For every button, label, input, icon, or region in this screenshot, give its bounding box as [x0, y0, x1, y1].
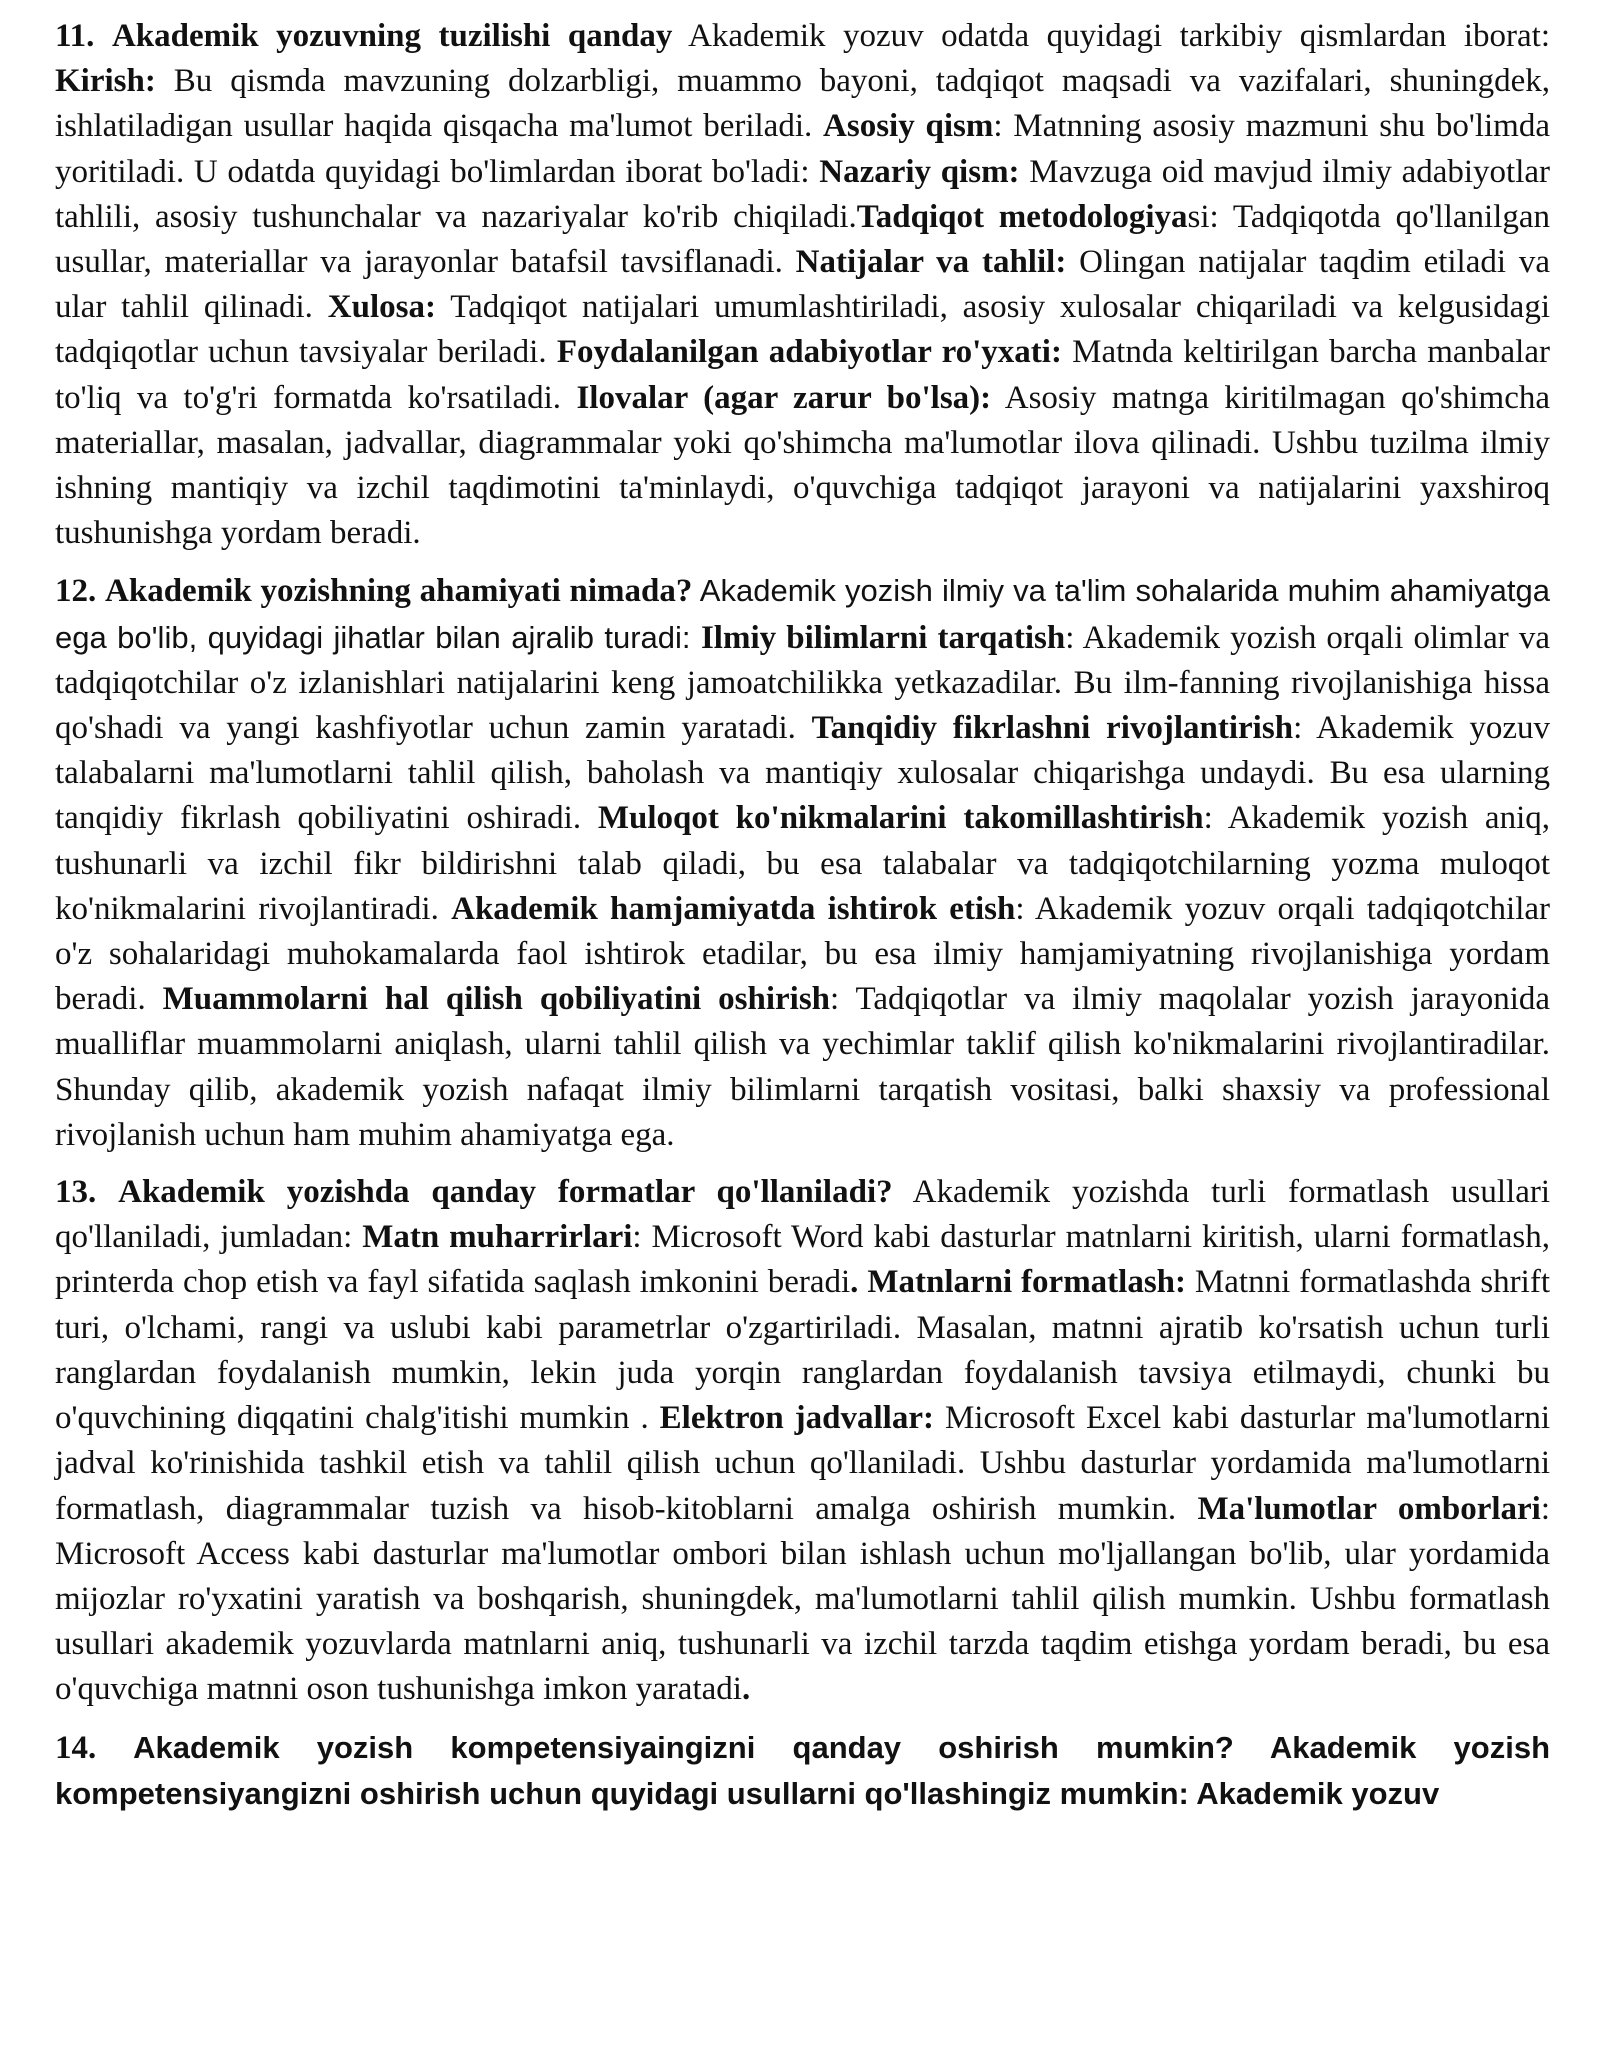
bold-term: Kirish:	[55, 63, 156, 100]
body-text: Microsoft Excel kabi dasturlar ma'lumotlarni jadval ko'rinishida tashkil etish va tahlil qilish uchun qo'llaniladi. Ushbu dasturlar yordamida ma'lumotlarni formatlash, diagrammalar tuzish va hisob-kitoblarni amalga oshirish mumkin.	[55, 1400, 1550, 1527]
body-text: Akademik yozish ilmiy va ta'lim sohalarida muhim ahamiyatga ega bo'lib, quyidagi jihatlar bilan ajralib turadi:	[55, 573, 1551, 655]
bold-term: Tanqidiy fikrlashni rivojlantirish	[811, 710, 1294, 747]
body-text: : Akademik yozuv orqali tadqiqotchilar o'z sohalaridagi muhokamalarda faol ishtirok etadilar, bu esa ilmiy hamjamiyatning rivojlanishiga yordam beradi.	[55, 890, 1551, 1018]
bold-term: . Matnlarni formatlash:	[850, 1264, 1187, 1301]
bold-term: Ilovalar (agar zarur bo'lsa):	[576, 379, 992, 416]
section-number: 12.	[55, 573, 97, 610]
body-text: Akademik yozuv odatda quyidagi tarkibiy qismlardan iborat:	[672, 18, 1550, 54]
body-text: si: Tadqiqotda qo'llanilgan usullar, materiallar va jarayonlar batafsil tavsiflanadi.	[55, 198, 1551, 281]
bold-term: Foydalanilgan adabiyotlar ro'yxati:	[556, 334, 1062, 371]
body-text: : Tadqiqotlar va ilmiy maqolalar yozish jarayonida mualliflar muammolarni aniqlash, ularni tahlil qilish va yechimlar taklif qilish ko'nikmalarini rivojlantiradilar. Shunday qilib, akademik yozish nafaqat ilmiy bilimlarni tarqatish vositasi, balki shaxsiy va professional rivojlanish uchun ham muhim ahamiyatga ega.	[55, 981, 1551, 1153]
bold-term: Muloqot ko'nikmalarini takomillashtirish	[597, 800, 1204, 837]
paragraph-12	[55, 568, 1550, 1158]
body-text: : Akademik yozish orqali olimlar va tadqiqotchilar o'z izlanishlari natijalarini keng jamoatchilikka yetkazadilar. Bu ilm-fanning rivojlanishiga hissa qo'shadi va yangi kashfiyotlar uchun zamin yaratadi.	[55, 619, 1550, 747]
section-question: Akademik yozish kompetensiyaingizni qanday oshirish mumkin?	[133, 1729, 1234, 1765]
body-text: Olingan natijalar taqdim etiladi va ular tahlil qilinadi.	[55, 244, 1550, 326]
bold-term: Natijalar va tahlil:	[795, 244, 1067, 281]
bold-term: Akademik hamjamiyatda ishtirok etish	[451, 890, 1016, 927]
section-question: Akademik yozishning ahamiyati nimada?	[105, 573, 693, 610]
document-page	[55, 14, 1550, 1829]
section-question: Akademik yozuvning tuzilishi qanday	[111, 18, 673, 54]
body-text: Mavzuga oid mavjud ilmiy adabiyotlar tahlili, asosiy tushunchalar va nazariyalar ko'rib chiqiladi.	[55, 153, 1551, 235]
section-number: 13.	[55, 1174, 97, 1211]
paragraph-13	[55, 1170, 1550, 1712]
body-text: : Microsoft Word kabi dasturlar matnlarni kiritish, ularni formatlash, printerda chop etish va fayl sifatida saqlash imkonini beradi	[55, 1219, 1550, 1301]
body-text: Asosiy matnga kiritilmagan qo'shimcha materiallar, masalan, jadvallar, diagrammalar yoki qo'shimcha ma'lumotlar ilova qilinadi. Ushbu tuzilma ilmiy ishning mantiqiy va izchil taqdimotini ta'minlaydi, o'quvchiga tadqiqot jarayoni va natijalarini yaxshiroq tushunishga yordam beradi.	[55, 379, 1550, 552]
bold-term: Ilmiy bilimlarni tarqatish	[700, 619, 1066, 656]
body-text: Bu qismda mavzuning dolzarbligi, muammo bayoni, tadqiqot maqsadi va vazifalari, shuningdek, ishlatiladigan usullar haqida qisqacha ma'lumot beriladi.	[55, 63, 1550, 145]
bold-term: Tadqiqot metodologiya	[856, 198, 1188, 235]
section-question: Akademik yozishda qanday formatlar qo'llaniladi?	[118, 1174, 893, 1211]
body-text: Tadqiqot natijalari umumlashtiriladi, asosiy xulosalar chiqariladi va kelgusidagi tadqiqotlar uchun tavsiyalar beriladi.	[55, 289, 1550, 371]
body-text: : Akademik yozish aniq, tushunarli va izchil fikr bildirishni talab qiladi, bu esa talabalar va tadqiqotchilarning yozma muloqot ko'nikmalarini rivojlantiradi.	[55, 800, 1550, 927]
section-number: 14.	[55, 1729, 97, 1766]
paragraph-11	[55, 14, 1550, 556]
bold-term: Nazariy qism:	[819, 153, 1020, 190]
bold-term: Xulosa:	[327, 289, 436, 326]
bold-term: Matn muharrirlari	[362, 1219, 633, 1256]
bold-term: Akademik yozish kompetensiyangizni oshirish uchun quyidagi usullarni qo'llashingiz mumkin: Akademik yozuv	[55, 1729, 1551, 1811]
body-text: Akademik yozishda turli formatlash usullari qo'llaniladi, jumladan:	[55, 1174, 1551, 1256]
body-text: : Matnning asosiy mazmuni shu bo'limda yoritiladi. U odatda quyidagi bo'limlardan iborat bo'ladi:	[55, 108, 1550, 190]
paragraph-14	[55, 1725, 1550, 1817]
body-text: : Microsoft Access kabi dasturlar ma'lumotlar ombori bilan ishlash uchun mo'ljallangan bo'lib, ular yordamida mijozlar ro'yxatini yaratish va boshqarish, shuningdek, ma'lumotlarni tahlil qilish mumkin. Ushbu formatlash usullari akademik yozuvlarda matnlarni aniq, tushunarli va izchil tarzda taqdim etishga yordam beradi, bu esa o'quvchiga matnni oson tushunishga imkon yaratadi	[55, 1490, 1550, 1708]
section-number: 11.	[55, 18, 95, 54]
body-text: Matnda keltirilgan barcha manbalar to'liq va to'g'ri formatda ko'rsatiladi.	[55, 334, 1550, 416]
body-text: Matnni formatlashda shrift turi, o'lchami, rangi va uslubi kabi parametrlar o'zgartiriladi. Masalan, matnni ajratib ko'rsatish uchun turli ranglardan foydalanish mumkin, lekin juda yorqin ranglardan foydalanish tavsiya etilmaydi, chunki bu o'quvchining diqqatini chalg'itishi mumkin .	[55, 1264, 1550, 1437]
bold-term: Asosiy qism	[823, 108, 994, 145]
bold-term: Ma'lumotlar omborlari	[1197, 1490, 1541, 1527]
bold-term: Elektron jadvallar:	[659, 1400, 934, 1437]
bold-term: .	[741, 1671, 751, 1708]
body-text: : Akademik yozuv talabalarni ma'lumotlarni tahlil qilish, baholash va mantiqiy xulosalar chiqarishga undaydi. Bu esa ularning tanqidiy fikrlash qobiliyatini oshiradi.	[55, 710, 1550, 837]
bold-term: Muammolarni hal qilish qobiliyatini oshirish	[162, 981, 831, 1018]
